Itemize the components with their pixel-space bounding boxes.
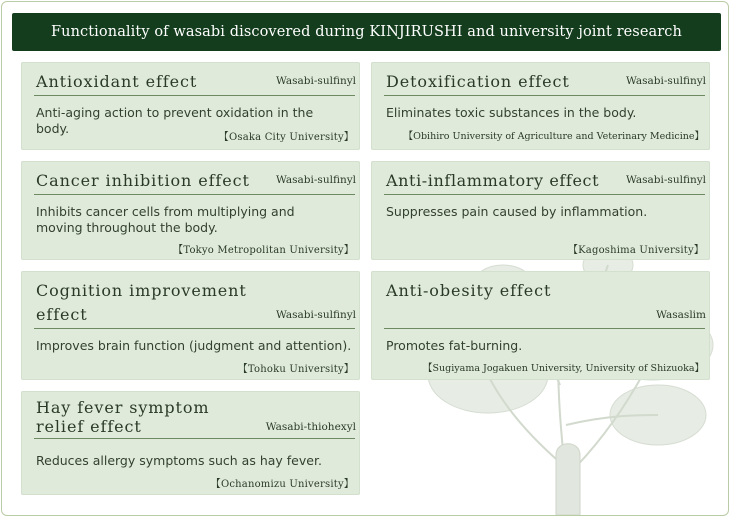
card-title: Detoxification effect	[386, 72, 570, 91]
header-banner	[12, 13, 721, 51]
card-compound: Wasabi-sulfinyl	[626, 75, 706, 87]
card-description: Inhibits cancer cells from multiplying and moving throughout the body.	[36, 204, 295, 235]
card-divider	[34, 328, 355, 329]
card-description: Suppresses pain caused by inflammation.	[386, 204, 648, 219]
card-divider	[384, 95, 705, 96]
card-title-line-2: effect	[36, 305, 88, 324]
card-cancer-inhibition-effect	[21, 161, 360, 260]
card-title-line-2: relief effect	[36, 417, 142, 436]
card-divider	[384, 194, 705, 195]
card-compound: Wasabi-sulfinyl	[276, 75, 356, 87]
card-cognition-improvement-effect	[21, 271, 360, 380]
card-compound: Wasaslim	[656, 309, 706, 321]
card-divider	[34, 95, 355, 96]
card-title: Anti-inflammatory effect	[386, 171, 600, 190]
card-compound: Wasabi-thiohexyl	[265, 421, 356, 433]
infographic-frame	[1, 1, 729, 516]
card-anti-obesity-effect	[371, 271, 710, 380]
card-divider	[384, 328, 705, 329]
card-compound: Wasabi-sulfinyl	[276, 309, 356, 321]
card-institution: 【Sugiyama Jogakuen University, University of Shizuoka】	[423, 363, 704, 374]
card-detoxification-effect	[371, 62, 710, 150]
card-description: Improves brain function (judgment and attention).	[36, 338, 352, 353]
page-title: Functionality of wasabi discovered during KINJIRUSHI and university joint research	[51, 24, 682, 40]
card-institution: 【Ochanomizu University】	[210, 479, 354, 490]
card-title: Anti-obesity effect	[386, 281, 552, 300]
card-institution: 【Osaka City University】	[218, 132, 354, 143]
card-description: Reduces allergy symptoms such as hay fever.	[36, 453, 322, 468]
card-compound: Wasabi-sulfinyl	[626, 174, 706, 186]
card-antioxidant-effect	[21, 62, 360, 150]
card-institution: 【Tokyo Metropolitan University】	[173, 245, 354, 256]
card-anti-inflammatory-effect	[371, 161, 710, 260]
card-title: Antioxidant effect	[36, 72, 198, 91]
card-title-line-1: Hay fever symptom	[36, 398, 210, 417]
card-institution: 【Obihiro University of Agriculture and Veterinary Medicine】	[403, 131, 704, 142]
card-divider	[34, 194, 355, 195]
card-title-line-1: Cognition improvement	[36, 281, 247, 300]
card-compound: Wasabi-sulfinyl	[276, 174, 356, 186]
card-description: Promotes fat-burning.	[386, 338, 523, 353]
card-title: Cancer inhibition effect	[36, 171, 250, 190]
card-divider	[34, 438, 355, 439]
card-hay-fever-relief-effect	[21, 391, 360, 495]
card-description: Eliminates toxic substances in the body.	[386, 105, 637, 120]
card-description: Anti-aging action to prevent oxidation in the body.	[36, 105, 314, 136]
card-institution: 【Kagoshima University】	[567, 245, 704, 256]
card-institution: 【Tohoku University】	[237, 364, 354, 375]
